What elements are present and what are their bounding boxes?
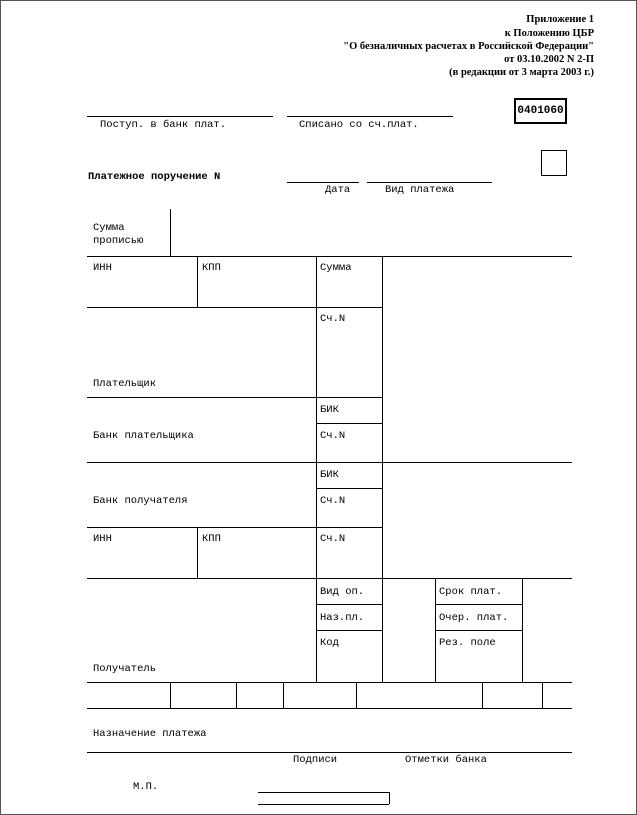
cell-divider-2 [236, 682, 237, 708]
recipient-label: Получатель [93, 663, 157, 675]
priority-label: Очер. плат. [439, 612, 509, 624]
cell-divider-4 [356, 682, 357, 708]
row-line-5 [87, 527, 382, 528]
row-line-due1 [435, 604, 522, 605]
signature-line-edge [389, 792, 390, 804]
purpose-bottom-line [87, 752, 572, 753]
reserve-field-label: Рез. поле [439, 637, 496, 649]
inn-kpp-divider-1 [197, 256, 198, 307]
recipient-kpp-label: КПП [202, 533, 221, 545]
row-line-due2 [435, 630, 522, 631]
recipient-bank-bik-label: БИК [320, 469, 339, 481]
stamp-label: М.П. [133, 781, 159, 793]
payer-account-label: Сч.N [320, 313, 346, 325]
amount-label: Сумма [320, 262, 352, 274]
row-line-bik2 [316, 488, 382, 489]
purpose-label: Назначение платежа [93, 728, 207, 740]
debited-date-line[interactable] [287, 116, 453, 117]
revision-line: (в редакции от 3 марта 2003 г.) [449, 67, 594, 78]
row-line-4 [87, 462, 572, 463]
row-line-1 [87, 256, 572, 257]
payment-type-label: Вид платежа [385, 184, 455, 196]
row-line-op2 [316, 630, 382, 631]
row-line-6 [87, 578, 572, 579]
amount-words-label-1: Сумма [93, 222, 125, 234]
recipient-bank-account-label: Сч.N [320, 495, 346, 507]
recipient-bank-label: Банк получателя [93, 495, 188, 507]
due-date-label: Срок плат. [439, 586, 503, 598]
value-column-divider [382, 256, 383, 682]
payer-status-box[interactable] [541, 150, 567, 176]
debited-label: Списано со сч.плат. [299, 119, 419, 131]
cell-divider-6 [542, 682, 543, 708]
cell-divider-1 [170, 682, 171, 708]
regulation-line: к Положению ЦБР [504, 28, 594, 39]
date-label: Дата [325, 184, 351, 196]
row-line-bik1 [316, 423, 382, 424]
row-line-op1 [316, 604, 382, 605]
op-type-label: Вид оп. [320, 586, 365, 598]
amount-words-divider [170, 209, 171, 256]
recipient-account-label: Сч.N [320, 533, 346, 545]
due-column-divider-right [522, 578, 523, 682]
payment-type-line[interactable] [367, 182, 492, 183]
amount-words-label-2: прописью [93, 235, 144, 247]
received-date-line[interactable] [87, 116, 273, 117]
payer-bank-label: Банк плательщика [93, 430, 194, 442]
recipient-inn-label: ИНН [93, 533, 112, 545]
signatures-label: Подписи [293, 754, 338, 766]
regulation-date-line: от 03.10.2002 N 2-П [504, 54, 594, 65]
signature-line-top [258, 792, 389, 793]
code-label: Код [320, 637, 339, 649]
payer-inn-label: ИНН [93, 262, 112, 274]
row-line-7 [87, 682, 572, 683]
appendix-line: Приложение 1 [526, 14, 594, 25]
form-code-box: 0401060 [514, 98, 567, 124]
row-line-2 [87, 307, 382, 308]
form-title: Платежное поручение N [88, 171, 221, 183]
payer-label: Плательщик [93, 378, 157, 390]
signature-line[interactable] [258, 804, 389, 805]
date-line[interactable] [287, 182, 359, 183]
payer-bank-account-label: Сч.N [320, 430, 346, 442]
row-line-3 [87, 397, 382, 398]
bank-marks-label: Отметки банка [405, 754, 487, 766]
row-line-8 [87, 708, 572, 709]
cell-divider-5 [482, 682, 483, 708]
due-column-divider-left [435, 578, 436, 682]
cell-divider-3 [283, 682, 284, 708]
main-column-divider [316, 256, 317, 682]
payment-purpose-code-label: Наз.пл. [320, 612, 365, 624]
regulation-title-line: "О безналичных расчетах в Российской Федерации" [343, 41, 594, 52]
received-label: Поступ. в банк плат. [100, 119, 227, 131]
payer-bank-bik-label: БИК [320, 404, 339, 416]
payer-kpp-label: КПП [202, 262, 221, 274]
inn-kpp-divider-2 [197, 527, 198, 578]
